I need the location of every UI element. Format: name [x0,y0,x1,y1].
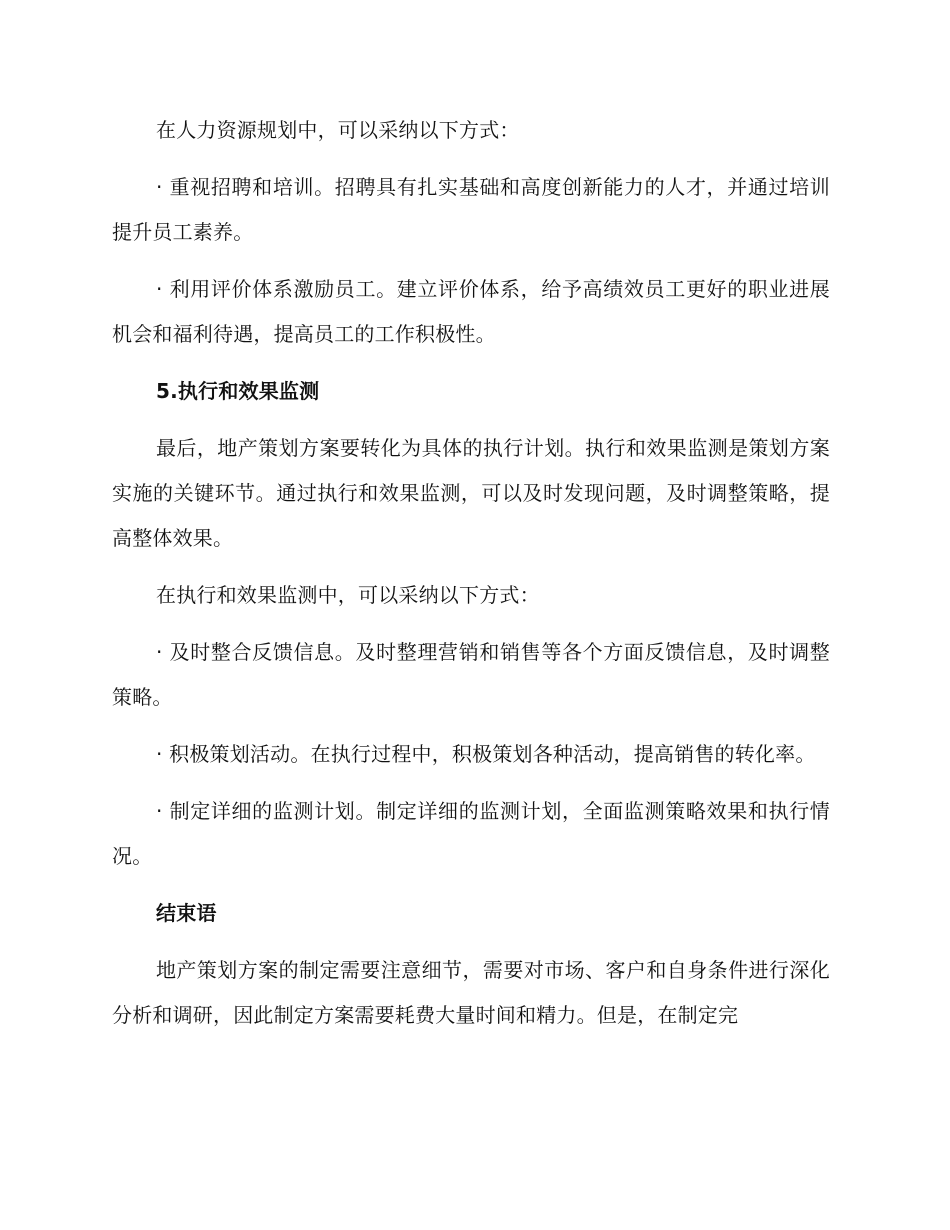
bullet-activities: · 积极策划活动。在执行过程中，积极策划各种活动，提高销售的转化率。 [156,742,816,766]
bullet-evaluation-incentive: · 利用评价体系激励员工。建立评价体系，给予高绩效员工更好的职业进展机会和福利待遇，提高员工的工作积极性。 [112,277,830,346]
section-heading-execution: 5.执行和效果监测 [156,379,320,403]
paragraph-conclusion: 地产策划方案的制定需要注意细节，需要对市场、客户和自身条件进行深化分析和调研，因此制定方案需要耗费大量时间和精力。但是，在制定完 [112,958,830,1027]
section-heading-conclusion: 结束语 [156,901,217,925]
document-body [112,108,830,1038]
bullet-recruit-training: · 重视招聘和培训。招聘具有扎实基础和高度创新能力的人才，并通过培训提升员工素养。 [112,175,830,244]
paragraph-execution-body: 最后，地产策划方案要转化为具体的执行计划。执行和效果监测是策划方案实施的关键环节。通过执行和效果监测，可以及时发现问题，及时调整策略，提高整体效果。 [112,436,830,550]
paragraph-execution-intro: 在执行和效果监测中，可以采纳以下方式： [156,583,540,607]
paragraph-hr-intro: 在人力资源规划中，可以采纳以下方式： [156,118,520,142]
bullet-monitoring-plan: · 制定详细的监测计划。制定详细的监测计划，全面监测策略效果和执行情况。 [112,799,830,868]
bullet-feedback: · 及时整合反馈信息。及时整理营销和销售等各个方面反馈信息，及时调整策略。 [112,640,830,709]
